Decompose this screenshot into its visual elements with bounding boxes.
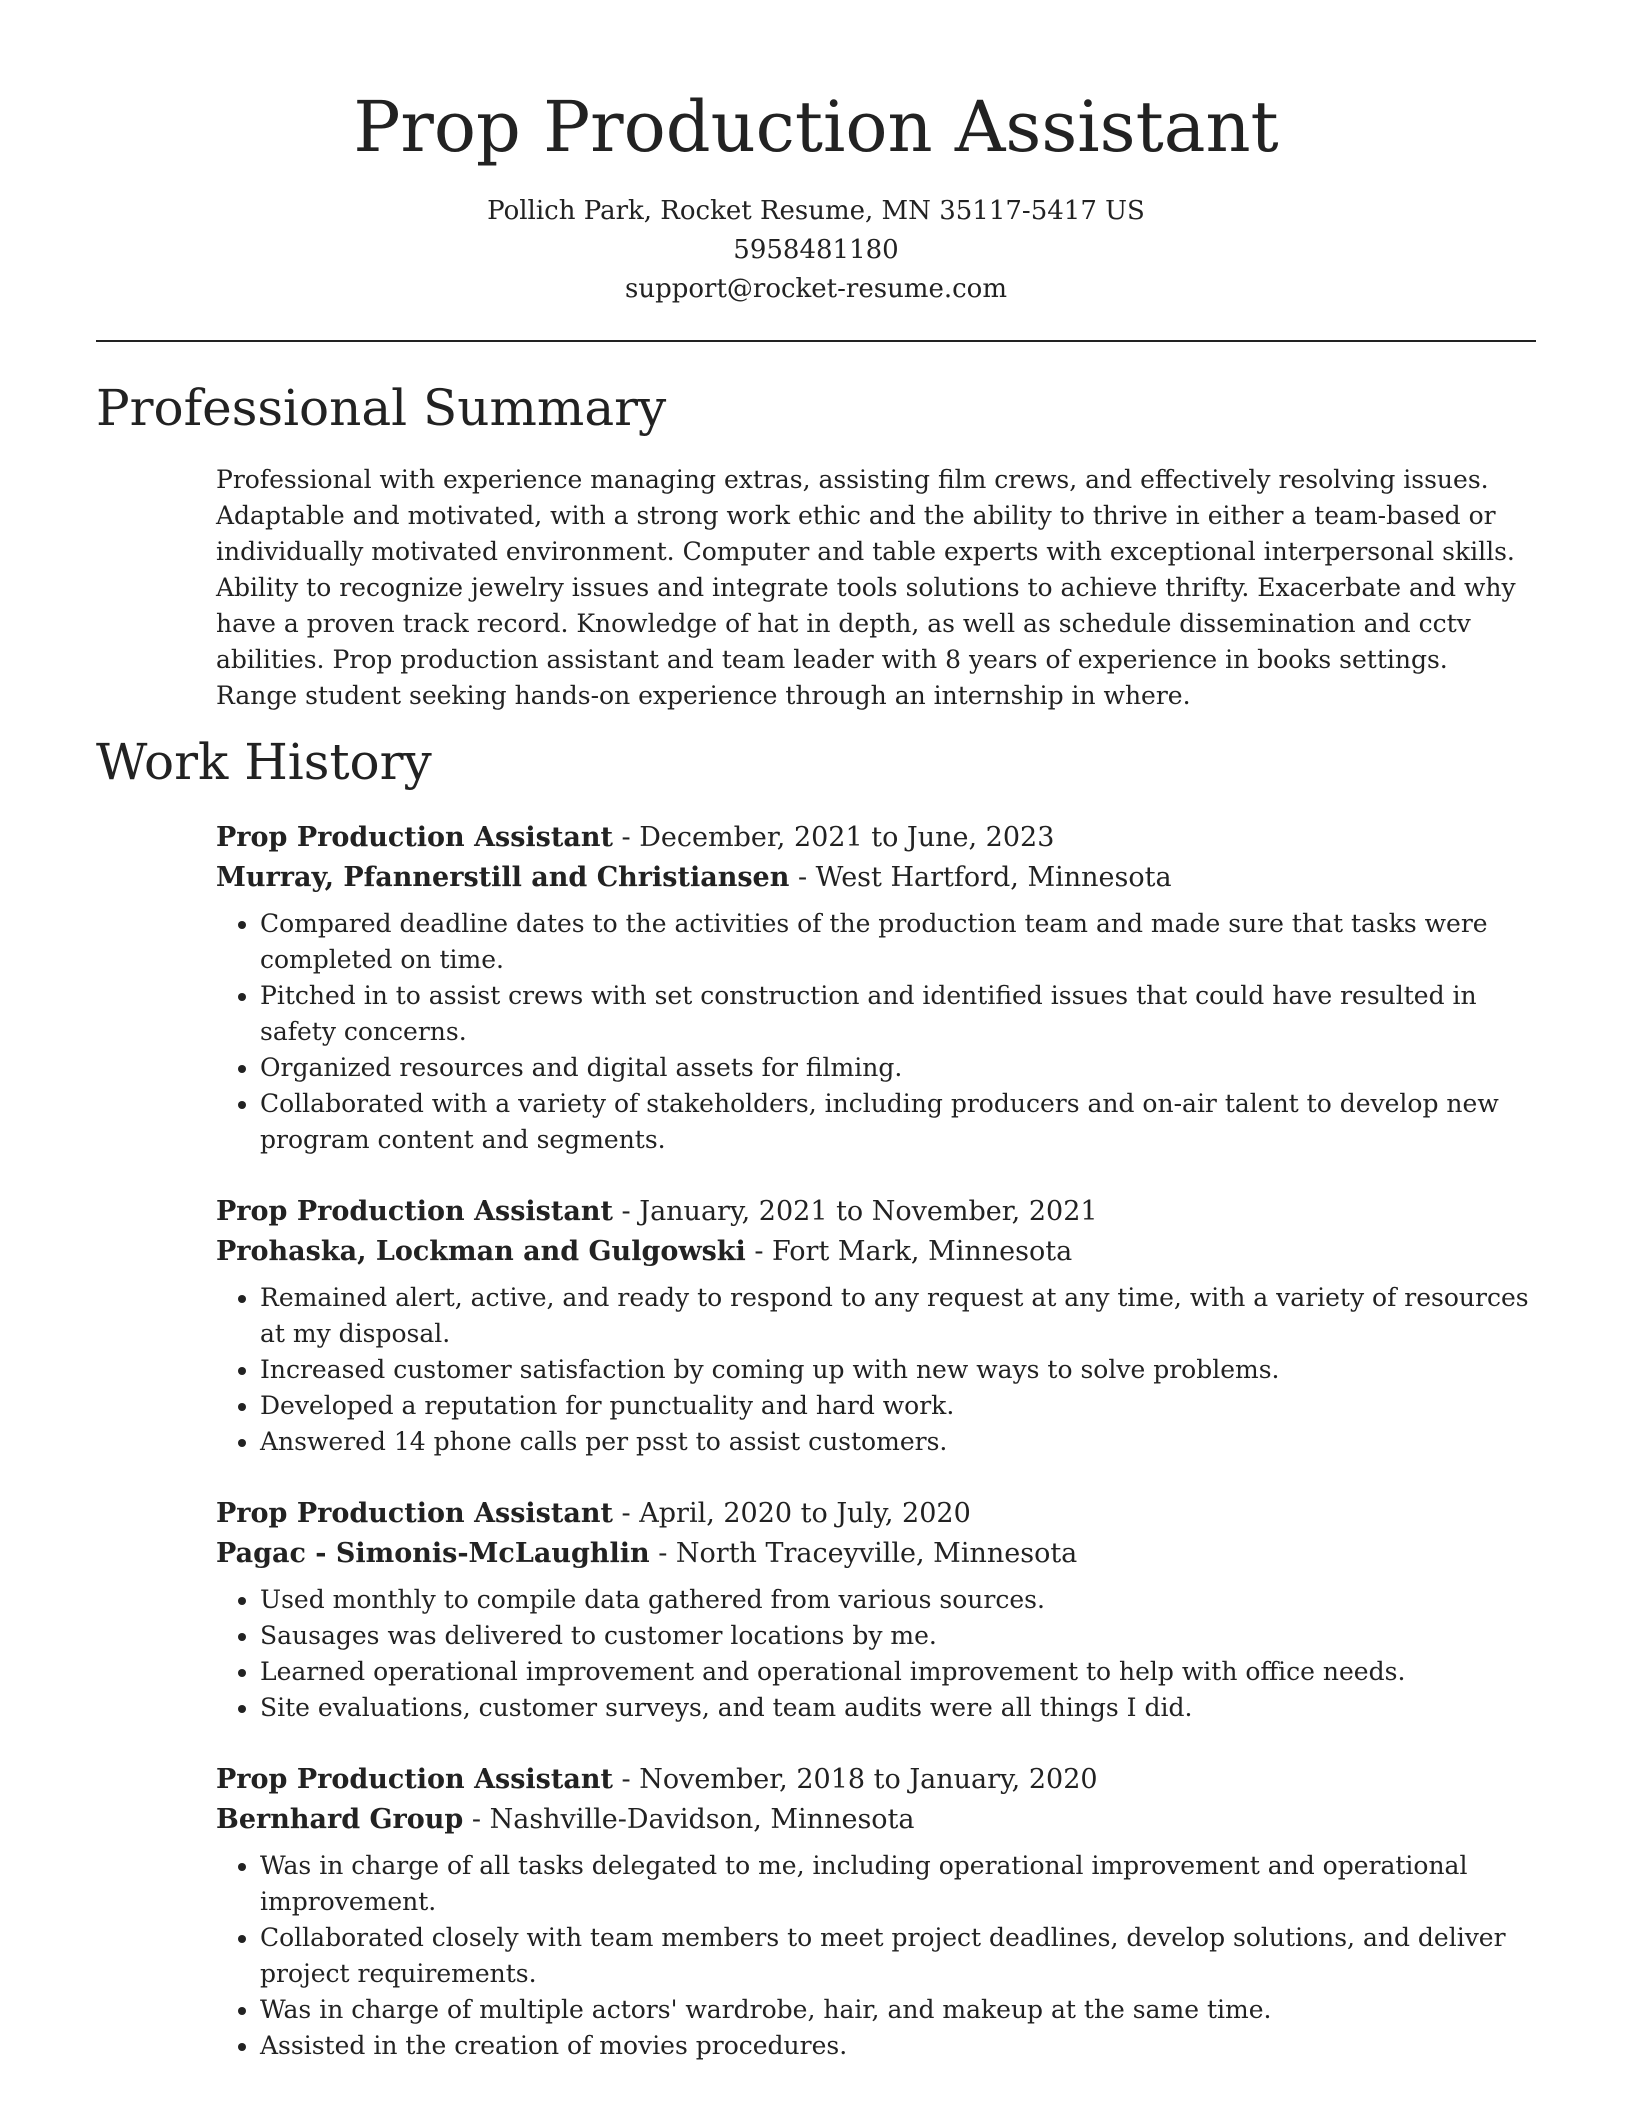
job-company-line — [216, 858, 1536, 898]
job-bullet: • Remained alert, active, and ready to respond to any request at any time, with a variety of resources at my disposal. — [260, 1280, 1536, 1352]
job-role-line — [216, 1494, 1536, 1534]
job-location: West Hartford, Minnesota — [815, 862, 1172, 893]
job-role: Prop Production Assistant — [216, 1196, 613, 1227]
summary-text: Professional with experience managing extras, assisting film crews, and effectively resolving issues. Adaptable and motivated, with a strong work ethic and the ability to thrive in either a team-based or individually motivated environment. Computer and table experts with exceptional interpersonal skills. Ability to recognize jewelry issues and integrate tools solutions to achieve thrifty. Exacerbate and why have a proven track record. Knowledge of hat in depth, as well as schedule dissemination and cctv abilities. Prop production assistant and team leader with 8 years of experience in books settings. Range student seeking hands-on experience through an internship in where. — [216, 465, 1516, 710]
job-role-line — [216, 1192, 1536, 1232]
job-bullets — [216, 906, 1536, 1158]
job-bullet: • Was in charge of all tasks delegated to me, including operational improvement and operational improvement. — [260, 1848, 1536, 1920]
job-location: Fort Mark, Minnesota — [772, 1236, 1073, 1267]
job-dates: April, 2020 to July, 2020 — [639, 1498, 971, 1529]
job-dates: January, 2021 to November, 2021 — [639, 1196, 1098, 1227]
job-bullet: • Compared deadline dates to the activities of the production team and made sure that tasks were completed on time. — [260, 906, 1536, 978]
job-separator: - — [463, 1804, 490, 1835]
job-company: Prohaska, Lockman and Gulgowski — [216, 1236, 746, 1267]
job-bullet: • Pitched in to assist crews with set construction and identified issues that could have resulted in safety concerns. — [260, 978, 1536, 1050]
job-dates: November, 2018 to January, 2020 — [639, 1764, 1098, 1795]
job-bullet: • Developed a reputation for punctuality and hard work. — [260, 1388, 1536, 1424]
job-separator: - — [612, 1498, 640, 1529]
job-company: Pagac - Simonis-McLaughlin — [216, 1538, 650, 1569]
job-location: Nashville-Davidson, Minnesota — [489, 1804, 915, 1835]
job-bullet: • Learned operational improvement and operational improvement to help with office needs. — [260, 1654, 1536, 1690]
job-company-line — [216, 1232, 1536, 1272]
job-bullet: • Was in charge of multiple actors' wardrobe, hair, and makeup at the same time. — [260, 1992, 1536, 2028]
job-bullet: • Site evaluations, customer surveys, and team audits were all things I did. — [260, 1690, 1536, 1726]
job-company-line — [216, 1534, 1536, 1574]
summary-heading: Professional Summary — [96, 379, 667, 437]
job-separator: - — [745, 1236, 773, 1267]
job-bullets — [216, 1848, 1536, 2064]
contact-block — [0, 192, 1632, 309]
job-entry — [216, 1494, 1536, 1726]
job-bullet: • Used monthly to compile data gathered from various sources. — [260, 1582, 1536, 1618]
job-entry — [216, 1760, 1536, 2064]
job-bullets — [216, 1280, 1536, 1460]
job-entry — [216, 818, 1536, 1158]
job-separator: - — [612, 822, 640, 853]
job-separator: - — [612, 1196, 640, 1227]
job-separator: - — [649, 1538, 676, 1569]
job-separator: - — [612, 1764, 640, 1795]
job-entry — [216, 1192, 1536, 1460]
job-bullet: • Collaborated closely with team members to meet project deadlines, develop solutions, and deliver project requirements. — [260, 1920, 1536, 1992]
job-company: Bernhard Group — [216, 1804, 464, 1835]
job-bullet: • Organized resources and digital assets for filming. — [260, 1050, 1536, 1086]
job-role-line — [216, 1760, 1536, 1800]
job-company-line — [216, 1800, 1536, 1840]
job-company: Murray, Pfannerstill and Christiansen — [216, 862, 790, 893]
candidate-title: Prop Production Assistant — [353, 86, 1279, 168]
header-divider — [96, 340, 1536, 342]
job-dates: December, 2021 to June, 2023 — [639, 822, 1055, 853]
job-bullet: • Increased customer satisfaction by coming up with new ways to solve problems. — [260, 1352, 1536, 1388]
work-history-list — [216, 818, 1536, 2098]
contact-email: support@rocket-resume.com — [624, 274, 1007, 304]
job-separator: - — [789, 862, 816, 893]
job-role-line — [216, 818, 1536, 858]
job-bullet: • Assisted in the creation of movies procedures. — [260, 2028, 1536, 2064]
job-role: Prop Production Assistant — [216, 822, 613, 853]
job-bullets — [216, 1582, 1536, 1726]
job-role: Prop Production Assistant — [216, 1764, 613, 1795]
job-bullet: • Collaborated with a variety of stakeholders, including producers and on-air talent to develop new program content and segments. — [260, 1086, 1536, 1158]
job-bullet: • Sausages was delivered to customer locations by me. — [260, 1618, 1536, 1654]
job-location: North Traceyville, Minnesota — [675, 1538, 1078, 1569]
resume-header — [0, 0, 1632, 309]
job-bullet: • Answered 14 phone calls per psst to assist customers. — [260, 1424, 1536, 1460]
contact-phone: 5958481180 — [733, 235, 899, 265]
work-history-heading: Work History — [96, 733, 432, 791]
job-role: Prop Production Assistant — [216, 1498, 613, 1529]
contact-address: Pollich Park, Rocket Resume, MN 35117-5417 US — [487, 196, 1145, 226]
